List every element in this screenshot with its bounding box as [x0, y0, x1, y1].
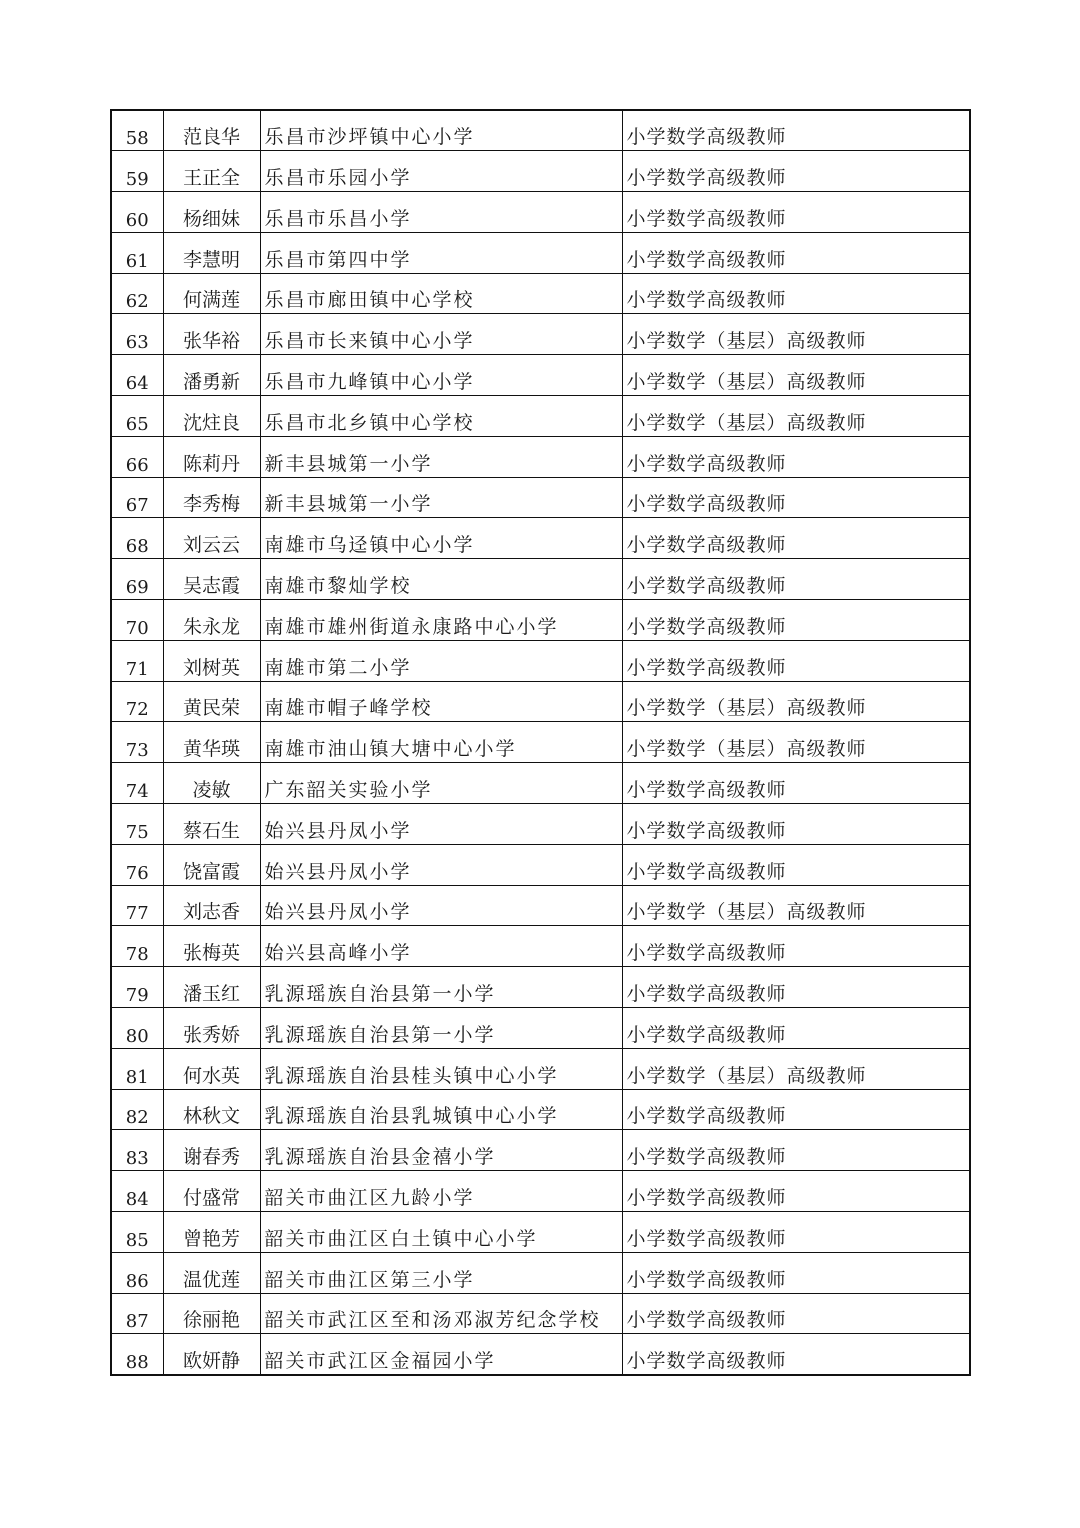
school-name-cell: 乐昌市九峰镇中心小学: [260, 355, 622, 396]
table-row: [111, 1293, 970, 1334]
school-name-cell: 韶关市武江区金福园小学: [260, 1334, 622, 1375]
row-number-cell: 78: [111, 926, 163, 967]
school-name-cell: 乳源瑶族自治县乳城镇中心小学: [260, 1089, 622, 1130]
row-number-cell: 74: [111, 763, 163, 804]
table-row: [111, 967, 970, 1008]
table-row: [111, 151, 970, 192]
school-name-cell: 韶关市武江区至和汤邓淑芳纪念学校: [260, 1293, 622, 1334]
school-name-cell: 始兴县丹凤小学: [260, 885, 622, 926]
table-row: [111, 1171, 970, 1212]
table-row: [111, 273, 970, 314]
table-row: [111, 844, 970, 885]
teacher-name-cell: 黄华瑛: [163, 722, 260, 763]
professional-title-cell: 小学数学高级教师: [622, 518, 970, 559]
teacher-name-cell: 王正全: [163, 151, 260, 192]
row-number-cell: 87: [111, 1293, 163, 1334]
school-name-cell: 韶关市曲江区九龄小学: [260, 1171, 622, 1212]
teacher-name-cell: 刘树英: [163, 640, 260, 681]
school-name-cell: 南雄市雄州街道永康路中心小学: [260, 600, 622, 641]
row-number-cell: 59: [111, 151, 163, 192]
school-name-cell: 始兴县丹凤小学: [260, 844, 622, 885]
table-row: [111, 681, 970, 722]
school-name-cell: 乐昌市乐园小学: [260, 151, 622, 192]
table-row: [111, 518, 970, 559]
professional-title-cell: 小学数学（基层）高级教师: [622, 314, 970, 355]
table-row: [111, 600, 970, 641]
professional-title-cell: 小学数学高级教师: [622, 640, 970, 681]
table-row: [111, 1212, 970, 1253]
professional-title-cell: 小学数学高级教师: [622, 477, 970, 518]
teacher-name-cell: 欧妍静: [163, 1334, 260, 1375]
professional-title-cell: 小学数学高级教师: [622, 110, 970, 151]
row-number-cell: 62: [111, 273, 163, 314]
professional-title-cell: 小学数学高级教师: [622, 151, 970, 192]
teacher-name-cell: 张华裕: [163, 314, 260, 355]
row-number-cell: 72: [111, 681, 163, 722]
table-row: [111, 1008, 970, 1049]
table-row: [111, 396, 970, 437]
teacher-name-cell: 温优莲: [163, 1252, 260, 1293]
professional-title-cell: 小学数学高级教师: [622, 436, 970, 477]
school-name-cell: 乐昌市长来镇中心小学: [260, 314, 622, 355]
table-row: [111, 926, 970, 967]
teacher-name-cell: 黄民荣: [163, 681, 260, 722]
professional-title-cell: 小学数学高级教师: [622, 1130, 970, 1171]
school-name-cell: 乐昌市第四中学: [260, 232, 622, 273]
table-row: [111, 1334, 970, 1375]
table-row: [111, 192, 970, 233]
teacher-name-cell: 何水英: [163, 1048, 260, 1089]
school-name-cell: 南雄市第二小学: [260, 640, 622, 681]
row-number-cell: 68: [111, 518, 163, 559]
school-name-cell: 始兴县丹凤小学: [260, 804, 622, 845]
teacher-name-cell: 蔡石生: [163, 804, 260, 845]
professional-title-cell: 小学数学高级教师: [622, 1089, 970, 1130]
professional-title-cell: 小学数学高级教师: [622, 192, 970, 233]
professional-title-cell: 小学数学（基层）高级教师: [622, 355, 970, 396]
table-row: [111, 763, 970, 804]
teacher-name-cell: 潘勇新: [163, 355, 260, 396]
table-row: [111, 1089, 970, 1130]
row-number-cell: 88: [111, 1334, 163, 1375]
teacher-name-cell: 谢春秀: [163, 1130, 260, 1171]
school-name-cell: 南雄市帽子峰学校: [260, 681, 622, 722]
row-number-cell: 80: [111, 1008, 163, 1049]
table-row: [111, 804, 970, 845]
teacher-name-cell: 林秋文: [163, 1089, 260, 1130]
row-number-cell: 60: [111, 192, 163, 233]
table-row: [111, 559, 970, 600]
row-number-cell: 83: [111, 1130, 163, 1171]
professional-title-cell: 小学数学高级教师: [622, 844, 970, 885]
teacher-name-cell: 曾艳芳: [163, 1212, 260, 1253]
school-name-cell: 韶关市曲江区第三小学: [260, 1252, 622, 1293]
school-name-cell: 韶关市曲江区白土镇中心小学: [260, 1212, 622, 1253]
teacher-name-cell: 张梅英: [163, 926, 260, 967]
row-number-cell: 70: [111, 600, 163, 641]
teacher-name-cell: 何满莲: [163, 273, 260, 314]
teacher-name-cell: 杨细妹: [163, 192, 260, 233]
teacher-name-cell: 沈炷良: [163, 396, 260, 437]
school-name-cell: 新丰县城第一小学: [260, 477, 622, 518]
school-name-cell: 乐昌市沙坪镇中心小学: [260, 110, 622, 151]
professional-title-cell: 小学数学高级教师: [622, 1008, 970, 1049]
teacher-name-cell: 朱永龙: [163, 600, 260, 641]
row-number-cell: 71: [111, 640, 163, 681]
row-number-cell: 66: [111, 436, 163, 477]
row-number-cell: 61: [111, 232, 163, 273]
professional-title-cell: 小学数学高级教师: [622, 559, 970, 600]
table-body: [111, 110, 970, 1375]
professional-title-cell: 小学数学（基层）高级教师: [622, 722, 970, 763]
table-row: [111, 110, 970, 151]
row-number-cell: 75: [111, 804, 163, 845]
school-name-cell: 新丰县城第一小学: [260, 436, 622, 477]
teacher-name-cell: 凌敏: [163, 763, 260, 804]
professional-title-cell: 小学数学高级教师: [622, 1252, 970, 1293]
table-row: [111, 1130, 970, 1171]
row-number-cell: 84: [111, 1171, 163, 1212]
school-name-cell: 乳源瑶族自治县金禧小学: [260, 1130, 622, 1171]
school-name-cell: 始兴县高峰小学: [260, 926, 622, 967]
teacher-name-cell: 吴志霞: [163, 559, 260, 600]
table-row: [111, 436, 970, 477]
professional-title-cell: 小学数学高级教师: [622, 232, 970, 273]
professional-title-cell: 小学数学高级教师: [622, 1171, 970, 1212]
professional-title-cell: 小学数学（基层）高级教师: [622, 681, 970, 722]
row-number-cell: 69: [111, 559, 163, 600]
teacher-name-cell: 饶富霞: [163, 844, 260, 885]
table-row: [111, 355, 970, 396]
table-row: [111, 477, 970, 518]
table-row: [111, 885, 970, 926]
teacher-list-table: [110, 109, 971, 1376]
professional-title-cell: 小学数学高级教师: [622, 1212, 970, 1253]
row-number-cell: 76: [111, 844, 163, 885]
table-row: [111, 1252, 970, 1293]
teacher-name-cell: 刘志香: [163, 885, 260, 926]
teacher-name-cell: 刘云云: [163, 518, 260, 559]
professional-title-cell: 小学数学高级教师: [622, 1334, 970, 1375]
row-number-cell: 58: [111, 110, 163, 151]
school-name-cell: 广东韶关实验小学: [260, 763, 622, 804]
table-row: [111, 232, 970, 273]
professional-title-cell: 小学数学高级教师: [622, 967, 970, 1008]
table-row: [111, 314, 970, 355]
professional-title-cell: 小学数学高级教师: [622, 804, 970, 845]
school-name-cell: 乐昌市北乡镇中心学校: [260, 396, 622, 437]
school-name-cell: 乐昌市乐昌小学: [260, 192, 622, 233]
professional-title-cell: 小学数学高级教师: [622, 763, 970, 804]
professional-title-cell: 小学数学高级教师: [622, 1293, 970, 1334]
row-number-cell: 67: [111, 477, 163, 518]
school-name-cell: 乳源瑶族自治县第一小学: [260, 967, 622, 1008]
professional-title-cell: 小学数学高级教师: [622, 600, 970, 641]
professional-title-cell: 小学数学（基层）高级教师: [622, 885, 970, 926]
table-row: [111, 1048, 970, 1089]
row-number-cell: 79: [111, 967, 163, 1008]
row-number-cell: 64: [111, 355, 163, 396]
row-number-cell: 81: [111, 1048, 163, 1089]
table-row: [111, 640, 970, 681]
school-name-cell: 南雄市乌迳镇中心小学: [260, 518, 622, 559]
row-number-cell: 86: [111, 1252, 163, 1293]
teacher-name-cell: 潘玉红: [163, 967, 260, 1008]
teacher-name-cell: 张秀娇: [163, 1008, 260, 1049]
teacher-name-cell: 李慧明: [163, 232, 260, 273]
professional-title-cell: 小学数学（基层）高级教师: [622, 396, 970, 437]
teacher-name-cell: 李秀梅: [163, 477, 260, 518]
school-name-cell: 乐昌市廊田镇中心学校: [260, 273, 622, 314]
teacher-name-cell: 范良华: [163, 110, 260, 151]
professional-title-cell: 小学数学高级教师: [622, 926, 970, 967]
row-number-cell: 73: [111, 722, 163, 763]
row-number-cell: 63: [111, 314, 163, 355]
school-name-cell: 乳源瑶族自治县第一小学: [260, 1008, 622, 1049]
row-number-cell: 82: [111, 1089, 163, 1130]
school-name-cell: 南雄市油山镇大塘中心小学: [260, 722, 622, 763]
professional-title-cell: 小学数学高级教师: [622, 273, 970, 314]
row-number-cell: 85: [111, 1212, 163, 1253]
teacher-name-cell: 付盛常: [163, 1171, 260, 1212]
row-number-cell: 77: [111, 885, 163, 926]
school-name-cell: 南雄市黎灿学校: [260, 559, 622, 600]
professional-title-cell: 小学数学（基层）高级教师: [622, 1048, 970, 1089]
teacher-name-cell: 徐丽艳: [163, 1293, 260, 1334]
school-name-cell: 乳源瑶族自治县桂头镇中心小学: [260, 1048, 622, 1089]
table-row: [111, 722, 970, 763]
teacher-name-cell: 陈莉丹: [163, 436, 260, 477]
row-number-cell: 65: [111, 396, 163, 437]
